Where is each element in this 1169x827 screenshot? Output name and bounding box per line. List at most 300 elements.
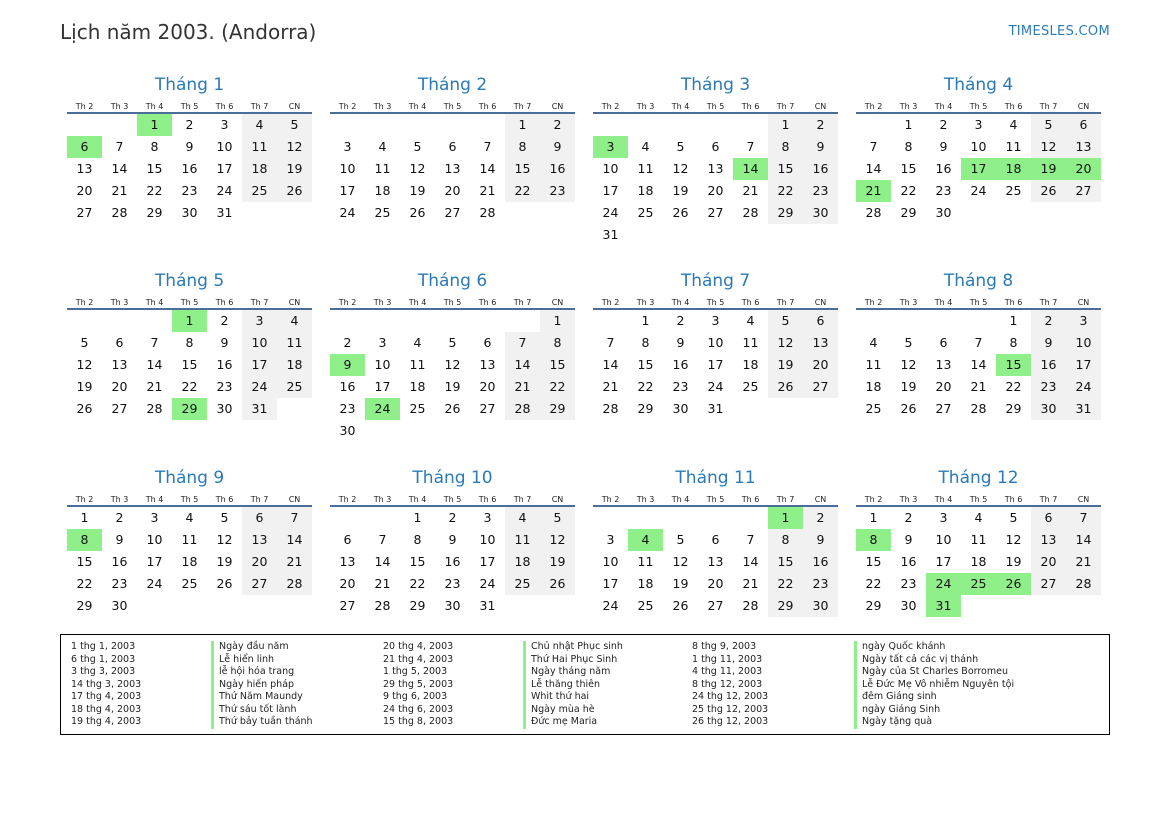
day-cell[interactable]: 27 [935,401,952,416]
day-cell[interactable]: 8 [505,136,540,158]
day-cell[interactable]: 7 [869,139,878,154]
day-cell[interactable]: 24 [707,379,724,394]
day-cell[interactable]: 17 [961,158,996,180]
day-cell[interactable]: 2 [803,507,838,529]
day-cell[interactable]: 15 [865,554,882,569]
day-cell[interactable]: 3 [606,532,615,547]
day-cell[interactable]: 13 [242,529,277,551]
day-cell[interactable]: 20 [339,576,356,591]
day-cell[interactable]: 18 [374,183,391,198]
day-cell[interactable]: 29 [865,598,882,613]
day-cell[interactable]: 29 [637,401,654,416]
day-cell[interactable]: 6 [1066,114,1101,136]
day-cell[interactable]: 20 [1031,551,1066,573]
day-cell[interactable]: 27 [707,205,724,220]
day-cell[interactable]: 4 [378,139,387,154]
day-cell[interactable]: 4 [746,313,755,328]
day-cell[interactable]: 21 [602,379,619,394]
day-cell[interactable]: 29 [900,205,917,220]
day-cell[interactable]: 9 [904,532,913,547]
day-cell[interactable]: 29 [409,598,426,613]
day-cell[interactable]: 26 [1031,180,1066,202]
day-cell[interactable]: 31 [1066,398,1101,420]
day-cell[interactable]: 9 [676,335,685,350]
day-cell[interactable]: 16 [935,161,952,176]
day-cell[interactable]: 7 [505,332,540,354]
day-cell[interactable]: 2 [540,114,575,136]
day-cell[interactable]: 25 [242,180,277,202]
day-cell[interactable]: 20 [111,379,128,394]
day-cell[interactable]: 2 [939,117,948,132]
day-cell[interactable]: 13 [111,357,128,372]
day-cell[interactable]: 22 [637,379,654,394]
day-cell[interactable]: 21 [742,183,759,198]
day-cell[interactable]: 10 [216,139,233,154]
day-cell[interactable]: 6 [242,507,277,529]
day-cell[interactable]: 13 [479,357,496,372]
day-cell[interactable]: 13 [1066,136,1101,158]
day-cell[interactable]: 30 [111,598,128,613]
day-cell[interactable]: 19 [540,551,575,573]
day-cell[interactable]: 21 [742,576,759,591]
day-cell[interactable]: 10 [935,532,952,547]
day-cell[interactable]: 10 [970,139,987,154]
day-cell[interactable]: 27 [1066,180,1101,202]
day-cell[interactable]: 20 [444,183,461,198]
day-cell[interactable]: 24 [970,183,987,198]
day-cell[interactable]: 5 [1031,114,1066,136]
day-cell[interactable]: 15 [900,161,917,176]
day-cell[interactable]: 9 [803,529,838,551]
day-cell[interactable]: 15 [768,158,803,180]
day-cell[interactable]: 21 [1066,551,1101,573]
day-cell[interactable]: 2 [676,313,685,328]
day-cell[interactable]: 20 [707,183,724,198]
day-cell[interactable]: 5 [277,114,312,136]
day-cell[interactable]: 12 [409,161,426,176]
day-cell[interactable]: 23 [1031,376,1066,398]
day-cell[interactable]: 13 [339,554,356,569]
day-cell[interactable]: 25 [409,401,426,416]
day-cell[interactable]: 19 [76,379,93,394]
day-cell[interactable]: 26 [76,401,93,416]
day-cell[interactable]: 3 [711,313,720,328]
day-cell[interactable]: 9 [115,532,124,547]
day-cell[interactable]: 23 [803,180,838,202]
day-cell[interactable]: 19 [672,576,689,591]
day-cell[interactable]: 8 [904,139,913,154]
day-cell[interactable]: 18 [742,357,759,372]
day-cell[interactable]: 19 [277,158,312,180]
day-cell[interactable]: 21 [479,183,496,198]
day-cell[interactable]: 24 [242,376,277,398]
day-cell[interactable]: 27 [76,205,93,220]
day-cell[interactable]: 17 [339,183,356,198]
day-cell[interactable]: 12 [540,529,575,551]
day-cell[interactable]: 29 [1005,401,1022,416]
day-cell[interactable]: 27 [707,598,724,613]
day-cell[interactable]: 26 [996,573,1031,595]
day-cell[interactable]: 8 [641,335,650,350]
day-cell[interactable]: 4 [628,529,663,551]
day-cell[interactable]: 13 [1031,529,1066,551]
day-cell[interactable]: 11 [637,161,654,176]
day-cell[interactable]: 5 [904,335,913,350]
day-cell[interactable]: 27 [803,376,838,398]
day-cell[interactable]: 6 [115,335,124,350]
day-cell[interactable]: 10 [602,554,619,569]
day-cell[interactable]: 9 [330,354,365,376]
day-cell[interactable]: 13 [444,161,461,176]
day-cell[interactable]: 14 [277,529,312,551]
day-cell[interactable]: 18 [409,379,426,394]
day-cell[interactable]: 6 [711,139,720,154]
day-cell[interactable]: 14 [479,161,496,176]
day-cell[interactable]: 1 [80,510,89,525]
day-cell[interactable]: 1 [768,114,803,136]
day-cell[interactable]: 23 [444,576,461,591]
day-cell[interactable]: 9 [1031,332,1066,354]
day-cell[interactable]: 16 [803,158,838,180]
day-cell[interactable]: 20 [803,354,838,376]
day-cell[interactable]: 6 [803,310,838,332]
day-cell[interactable]: 11 [242,136,277,158]
day-cell[interactable]: 19 [768,354,803,376]
day-cell[interactable]: 28 [479,205,496,220]
day-cell[interactable]: 9 [540,136,575,158]
day-cell[interactable]: 21 [111,183,128,198]
day-cell[interactable]: 5 [540,507,575,529]
day-cell[interactable]: 6 [483,335,492,350]
day-cell[interactable]: 29 [768,202,803,224]
day-cell[interactable]: 25 [505,573,540,595]
day-cell[interactable]: 9 [803,136,838,158]
day-cell[interactable]: 20 [935,379,952,394]
day-cell[interactable]: 24 [602,205,619,220]
day-cell[interactable]: 29 [146,205,163,220]
day-cell[interactable]: 7 [483,139,492,154]
day-cell[interactable]: 17 [242,354,277,376]
day-cell[interactable]: 3 [974,117,983,132]
day-cell[interactable]: 14 [111,161,128,176]
day-cell[interactable]: 19 [409,183,426,198]
day-cell[interactable]: 7 [746,139,755,154]
day-cell[interactable]: 22 [146,183,163,198]
day-cell[interactable]: 17 [935,554,952,569]
day-cell[interactable]: 26 [672,598,689,613]
day-cell[interactable]: 5 [80,335,89,350]
day-cell[interactable]: 14 [1066,529,1101,551]
day-cell[interactable]: 2 [220,313,229,328]
day-cell[interactable]: 19 [1031,158,1066,180]
day-cell[interactable]: 27 [479,401,496,416]
day-cell[interactable]: 13 [935,357,952,372]
day-cell[interactable]: 12 [672,554,689,569]
day-cell[interactable]: 28 [505,398,540,420]
day-cell[interactable]: 24 [216,183,233,198]
day-cell[interactable]: 2 [1031,310,1066,332]
day-cell[interactable]: 23 [672,379,689,394]
day-cell[interactable]: 7 [378,532,387,547]
day-cell[interactable]: 7 [974,335,983,350]
day-cell[interactable]: 6 [343,532,352,547]
day-cell[interactable]: 5 [1009,510,1018,525]
day-cell[interactable]: 28 [970,401,987,416]
day-cell[interactable]: 9 [448,532,457,547]
day-cell[interactable]: 2 [115,510,124,525]
day-cell[interactable]: 12 [768,332,803,354]
day-cell[interactable]: 29 [768,595,803,617]
day-cell[interactable]: 27 [111,401,128,416]
day-cell[interactable]: 28 [742,205,759,220]
day-cell[interactable]: 7 [746,532,755,547]
day-cell[interactable]: 18 [996,158,1031,180]
day-cell[interactable]: 20 [242,551,277,573]
day-cell[interactable]: 1 [641,313,650,328]
day-cell[interactable]: 1 [413,510,422,525]
day-cell[interactable]: 23 [181,183,198,198]
day-cell[interactable]: 14 [742,554,759,569]
day-cell[interactable]: 19 [1005,554,1022,569]
day-cell[interactable]: 14 [733,158,768,180]
day-cell[interactable]: 25 [277,376,312,398]
day-cell[interactable]: 28 [277,573,312,595]
day-cell[interactable]: 12 [1005,532,1022,547]
day-cell[interactable]: 26 [277,180,312,202]
day-cell[interactable]: 8 [856,529,891,551]
day-cell[interactable]: 10 [602,161,619,176]
day-cell[interactable]: 20 [1066,158,1101,180]
day-cell[interactable]: 1 [904,117,913,132]
day-cell[interactable]: 5 [676,532,685,547]
day-cell[interactable]: 11 [505,529,540,551]
day-cell[interactable]: 7 [150,335,159,350]
day-cell[interactable]: 19 [672,183,689,198]
day-cell[interactable]: 23 [935,183,952,198]
day-cell[interactable]: 13 [707,161,724,176]
day-cell[interactable]: 24 [365,398,400,420]
day-cell[interactable]: 3 [1066,310,1101,332]
day-cell[interactable]: 26 [216,576,233,591]
day-cell[interactable]: 11 [1005,139,1022,154]
day-cell[interactable]: 5 [676,139,685,154]
day-cell[interactable]: 25 [637,598,654,613]
day-cell[interactable]: 10 [1066,332,1101,354]
day-cell[interactable]: 14 [970,357,987,372]
day-cell[interactable]: 29 [172,398,207,420]
day-cell[interactable]: 25 [374,205,391,220]
day-cell[interactable]: 16 [444,554,461,569]
day-cell[interactable]: 18 [970,554,987,569]
day-cell[interactable]: 5 [220,510,229,525]
day-cell[interactable]: 11 [409,357,426,372]
day-cell[interactable]: 24 [146,576,163,591]
day-cell[interactable]: 10 [242,332,277,354]
day-cell[interactable]: 11 [970,532,987,547]
day-cell[interactable]: 31 [242,398,277,420]
day-cell[interactable]: 1 [137,114,172,136]
day-cell[interactable]: 12 [277,136,312,158]
day-cell[interactable]: 5 [448,335,457,350]
day-cell[interactable]: 17 [374,379,391,394]
day-cell[interactable]: 27 [242,573,277,595]
day-cell[interactable]: 22 [181,379,198,394]
day-cell[interactable]: 28 [742,598,759,613]
day-cell[interactable]: 21 [856,180,891,202]
day-cell[interactable]: 6 [448,139,457,154]
brand-link[interactable]: TIMESLES.COM [1008,24,1110,39]
day-cell[interactable]: 18 [242,158,277,180]
day-cell[interactable]: 3 [343,139,352,154]
day-cell[interactable]: 25 [961,573,996,595]
day-cell[interactable]: 2 [185,117,194,132]
day-cell[interactable]: 30 [900,598,917,613]
day-cell[interactable]: 20 [707,576,724,591]
day-cell[interactable]: 7 [1066,507,1101,529]
day-cell[interactable]: 13 [76,161,93,176]
day-cell[interactable]: 3 [220,117,229,132]
day-cell[interactable]: 18 [637,183,654,198]
day-cell[interactable]: 15 [505,158,540,180]
day-cell[interactable]: 29 [540,398,575,420]
day-cell[interactable]: 4 [974,510,983,525]
day-cell[interactable]: 30 [803,202,838,224]
day-cell[interactable]: 22 [1005,379,1022,394]
day-cell[interactable]: 6 [67,136,102,158]
day-cell[interactable]: 16 [111,554,128,569]
day-cell[interactable]: 22 [409,576,426,591]
day-cell[interactable]: 21 [374,576,391,591]
day-cell[interactable]: 9 [939,139,948,154]
day-cell[interactable]: 17 [602,183,619,198]
day-cell[interactable]: 15 [146,161,163,176]
day-cell[interactable]: 24 [602,598,619,613]
day-cell[interactable]: 31 [479,598,496,613]
day-cell[interactable]: 25 [637,205,654,220]
day-cell[interactable]: 14 [865,161,882,176]
day-cell[interactable]: 6 [711,532,720,547]
day-cell[interactable]: 26 [540,573,575,595]
day-cell[interactable]: 20 [479,379,496,394]
day-cell[interactable]: 4 [242,114,277,136]
day-cell[interactable]: 10 [374,357,391,372]
day-cell[interactable]: 28 [865,205,882,220]
day-cell[interactable]: 22 [900,183,917,198]
day-cell[interactable]: 17 [146,554,163,569]
day-cell[interactable]: 14 [146,357,163,372]
day-cell[interactable]: 26 [444,401,461,416]
day-cell[interactable]: 24 [926,573,961,595]
day-cell[interactable]: 10 [479,532,496,547]
day-cell[interactable]: 8 [150,139,159,154]
day-cell[interactable]: 15 [996,354,1031,376]
day-cell[interactable]: 31 [707,401,724,416]
day-cell[interactable]: 28 [1066,573,1101,595]
day-cell[interactable]: 13 [707,554,724,569]
day-cell[interactable]: 11 [742,335,759,350]
day-cell[interactable]: 25 [181,576,198,591]
day-cell[interactable]: 15 [540,354,575,376]
day-cell[interactable]: 30 [1031,398,1066,420]
day-cell[interactable]: 15 [768,551,803,573]
day-cell[interactable]: 16 [216,357,233,372]
day-cell[interactable]: 28 [111,205,128,220]
day-cell[interactable]: 30 [803,595,838,617]
day-cell[interactable]: 1 [869,510,878,525]
day-cell[interactable]: 21 [277,551,312,573]
day-cell[interactable]: 17 [707,357,724,372]
day-cell[interactable]: 24 [339,205,356,220]
day-cell[interactable]: 10 [339,161,356,176]
day-cell[interactable]: 28 [374,598,391,613]
day-cell[interactable]: 1 [505,114,540,136]
day-cell[interactable]: 1 [1009,313,1018,328]
day-cell[interactable]: 18 [181,554,198,569]
day-cell[interactable]: 4 [505,507,540,529]
day-cell[interactable]: 11 [637,554,654,569]
day-cell[interactable]: 10 [707,335,724,350]
day-cell[interactable]: 31 [602,227,619,242]
day-cell[interactable]: 22 [540,376,575,398]
day-cell[interactable]: 11 [181,532,198,547]
day-cell[interactable]: 8 [1009,335,1018,350]
day-cell[interactable]: 4 [641,139,650,154]
day-cell[interactable]: 17 [602,576,619,591]
day-cell[interactable]: 4 [185,510,194,525]
day-cell[interactable]: 7 [277,507,312,529]
day-cell[interactable]: 11 [277,332,312,354]
day-cell[interactable]: 23 [540,180,575,202]
day-cell[interactable]: 30 [181,205,198,220]
day-cell[interactable]: 18 [865,379,882,394]
day-cell[interactable]: 22 [768,180,803,202]
day-cell[interactable]: 19 [900,379,917,394]
day-cell[interactable]: 15 [637,357,654,372]
day-cell[interactable]: 7 [606,335,615,350]
day-cell[interactable]: 28 [602,401,619,416]
day-cell[interactable]: 1 [172,310,207,332]
day-cell[interactable]: 16 [803,551,838,573]
day-cell[interactable]: 3 [483,510,492,525]
day-cell[interactable]: 11 [865,357,882,372]
day-cell[interactable]: 21 [505,376,540,398]
day-cell[interactable]: 16 [339,379,356,394]
day-cell[interactable]: 14 [374,554,391,569]
day-cell[interactable]: 8 [185,335,194,350]
day-cell[interactable]: 29 [76,598,93,613]
day-cell[interactable]: 25 [1005,183,1022,198]
day-cell[interactable]: 16 [672,357,689,372]
day-cell[interactable]: 15 [409,554,426,569]
day-cell[interactable]: 1 [540,310,575,332]
day-cell[interactable]: 28 [146,401,163,416]
day-cell[interactable]: 16 [181,161,198,176]
day-cell[interactable]: 22 [865,576,882,591]
day-cell[interactable]: 5 [413,139,422,154]
day-cell[interactable]: 31 [926,595,961,617]
day-cell[interactable]: 5 [768,310,803,332]
day-cell[interactable]: 14 [602,357,619,372]
day-cell[interactable]: 9 [220,335,229,350]
day-cell[interactable]: 23 [339,401,356,416]
day-cell[interactable]: 12 [444,357,461,372]
day-cell[interactable]: 3 [939,510,948,525]
day-cell[interactable]: 9 [185,139,194,154]
day-cell[interactable]: 12 [1031,136,1066,158]
day-cell[interactable]: 4 [869,335,878,350]
day-cell[interactable]: 23 [803,573,838,595]
day-cell[interactable]: 26 [768,376,803,398]
